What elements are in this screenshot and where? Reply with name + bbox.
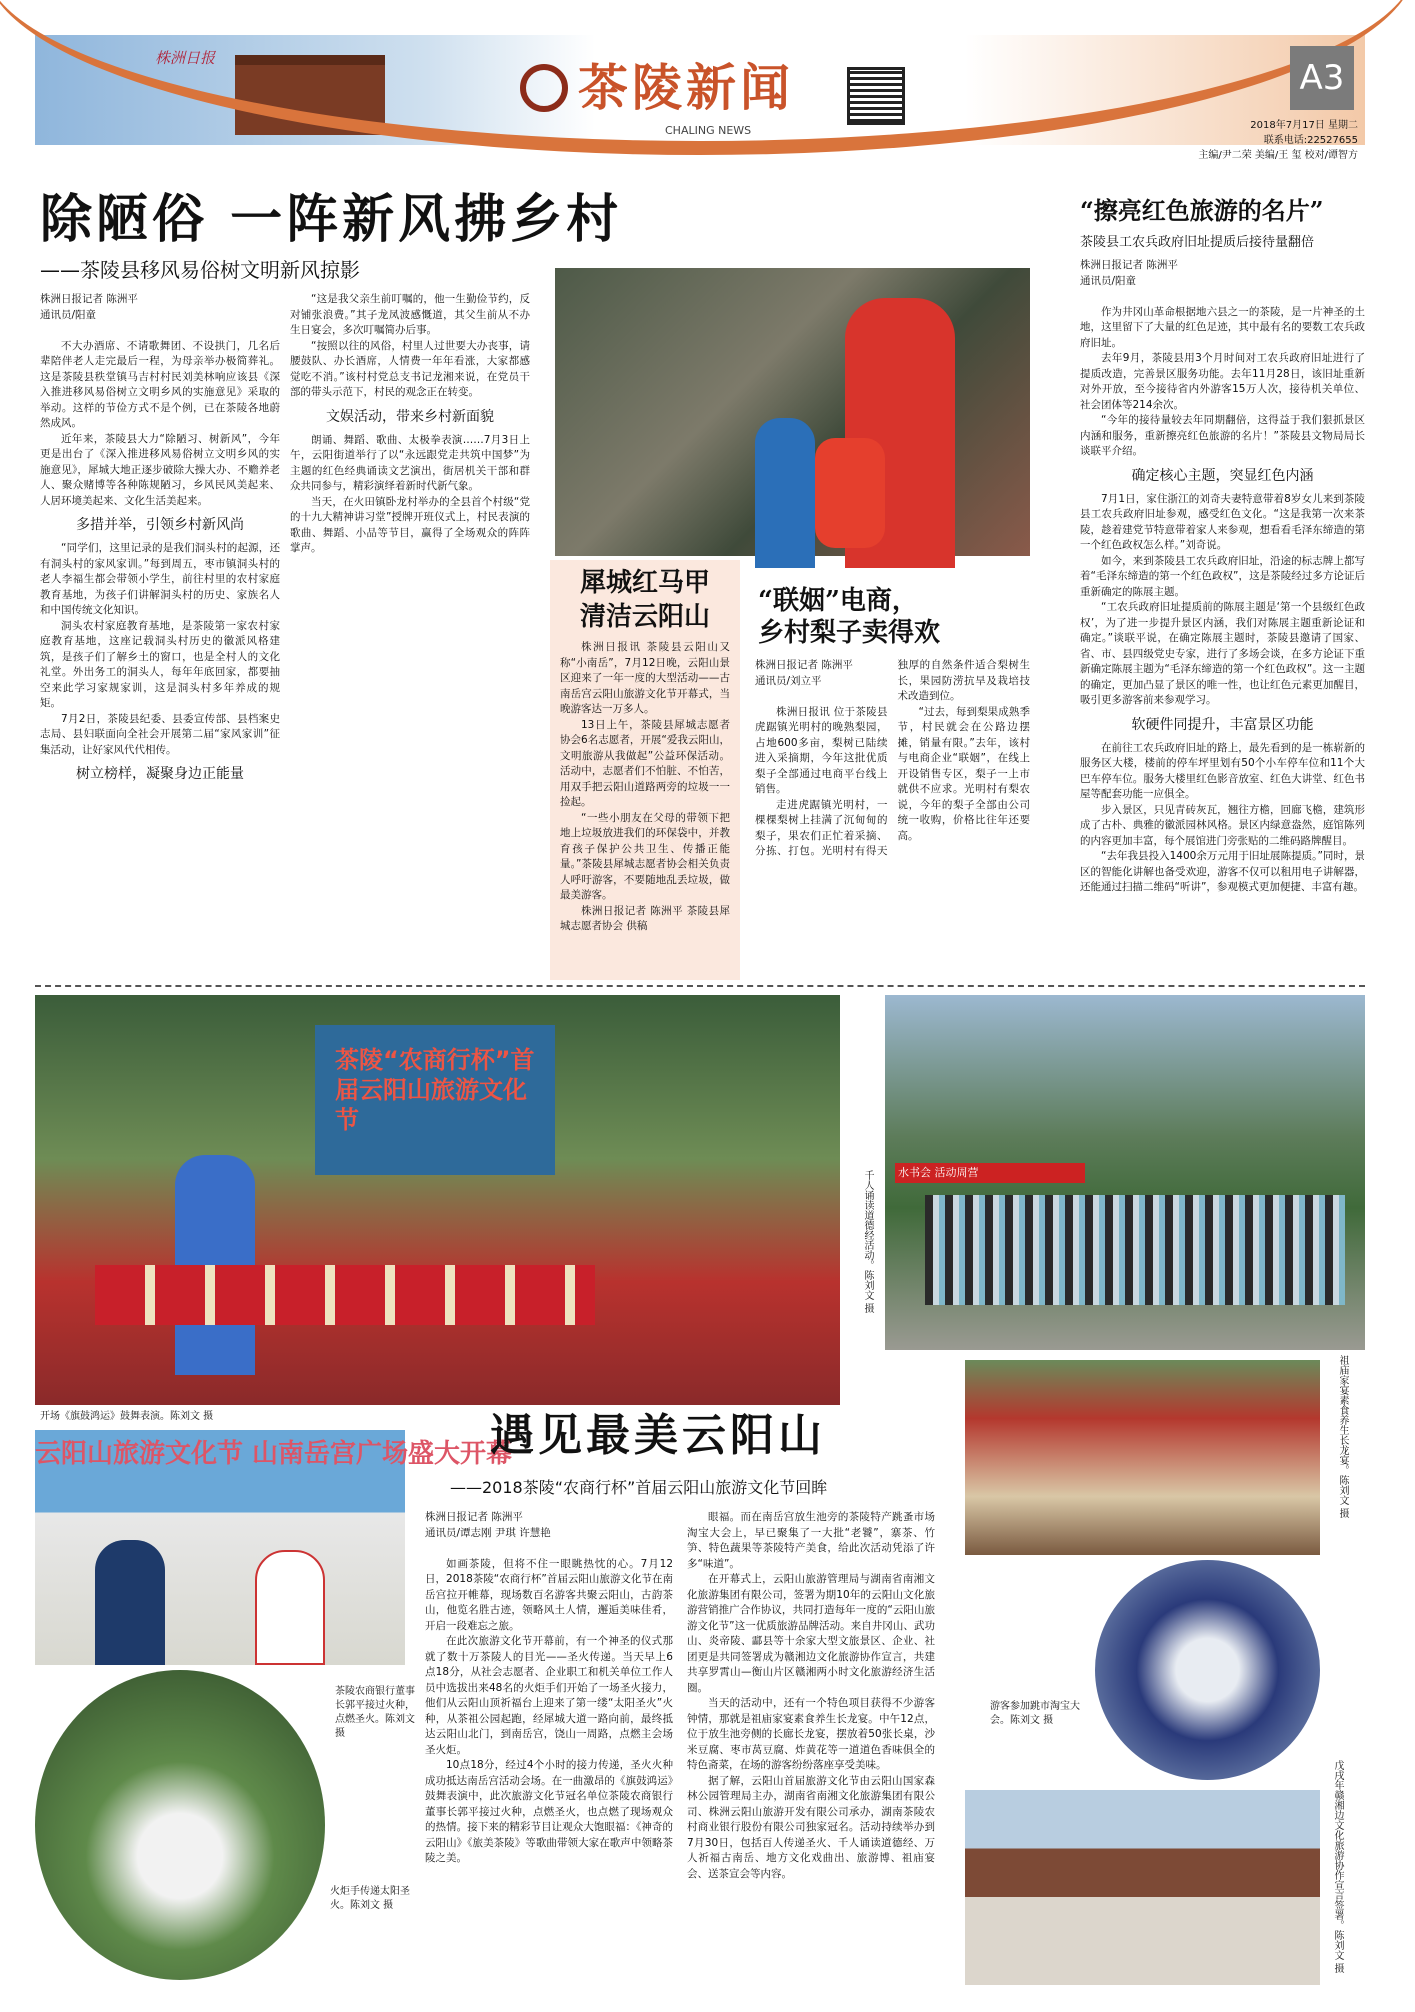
section-heading: 树立榜样，凝聚身边正能量 (76, 766, 244, 782)
person-figure (95, 1540, 165, 1665)
signing-ceremony-photo (965, 1790, 1320, 1985)
paragraph: “这是我父亲生前叮嘱的，他一生勤俭节约，反对铺张浪费。”其子龙凤波感慨道，其父生前从不办生日宴会，多次叮嘱简办后事。 (290, 293, 530, 336)
page-number: A3 (1290, 46, 1354, 110)
torchbearer-figure (255, 1550, 325, 1665)
article2-title (550, 566, 740, 634)
title-line: “联姻”电商， (758, 586, 918, 616)
paragraph: 在开幕式上，云阳山旅游管理局与湖南省南湘文化旅游集团有限公司，签署为期10年的云阳山文化旅游营销推广合作协议，共同打造每年一度的“云阳山旅游文化节”这一优质旅游品牌活动。来自井冈山、武功山、炎帝陵、酃县等十余家大型文旅景区、企业、社团更是共同签署成为赣湘边文化旅游协作宣言，共建共享罗霄山—衡山片区赣湘两小时文化旅游经济生活圈。 (687, 1573, 935, 1694)
paragraph: “同学们，这里记录的是我们洞头村的起源，还有洞头村的家风家训。”每到周五，枣市镇洞头村的老人李福生都会带领小学生，前往村里的农村家庭教育基地，为孩子们讲解洞头村的历史、家族名人和中国传统文化知识。 (40, 542, 280, 616)
chaling-logo-icon (520, 64, 568, 112)
paragraph: 13日上午，茶陵县犀城志愿者协会6名志愿者，开展“爱我云阳山，文明旅游从我做起”公益环保活动。活动中，志愿者们不怕脏、不怕苦，用双手把云阳山道路两旁的垃圾一一捡起。 (560, 718, 730, 808)
paragraph: 不大办酒席、不请歌舞团、不设拱门，几名后辈陪伴老人走完最后一程，为母亲举办极简葬礼。这是茶陵县秩堂镇马吉村村民刘美林响应该县《深入推进移风易俗树立文明乡风的实施意见》采取的举动。这样的节俭方式不是个例，已在茶陵各地蔚然成风。 (40, 339, 280, 429)
drum-performance-photo (35, 995, 840, 1405)
paragraph: 7月2日，茶陵县纪委、县委宣传部、县档案史志局、县妇联面向全社会开展第二届“家风家训”征集活动，让好家风代代相传。 (40, 712, 280, 756)
paragraph: 据了解，云阳山首届旅游文化节由云阳山国家森林公园管理局主办，湖南省南湘文化旅游集团有限公司、株洲云阳山旅游开发有限公司承办，湖南茶陵农村商业银行股份有限公司独家冠名。活动持续举办到7月30日，包括百人传递圣火、千人诵读道德经、万人祈福古南岳、地方文化戏曲出、旅游博、祖庙宴会、送茶宣会等内容。 (687, 1774, 935, 1880)
paragraph: “工农兵政府旧址提质前的陈展主题是‘第一个县级红色政权’，为了进一步提升景区内涵，我们对陈展主题重新论证和确定。”谈联平说，在确定陈展主题时，茶陵县邀请了国家、省、市、县四级党史专家，进行了多场会谈，在多方论证下重新确定陈展主题为“毛泽东缔造的第一个红色政权”。这一主题的确定，更加凸显了景区的唯一性，也让红色元素更加醒目，吸引更多游客前来参观学习。 (1080, 601, 1365, 706)
title-line: 乡村梨子卖得欢 (758, 618, 941, 648)
section-heading: 文娱活动，带来乡村新面貌 (326, 408, 494, 425)
paragraph: 走进虎踞镇光明村，一棵棵梨树上挂满了沉甸甸的梨子，果农们正忙着采摘、分拣、打包。光明村有得天独厚的自然条件适合梨树生长，果园防涝抗旱及栽培技术改造到位。 (755, 659, 1030, 857)
stage-banner: 茶陵“农商行杯”首届云阳山旅游文化节 (315, 1025, 555, 1175)
torch-relay-photo (35, 1670, 325, 1980)
paragraph: “一些小朋友在父母的带领下把地上垃圾放进我们的环保袋中，并教育孩子保护公共卫生、传播正能量。”茶陵县犀城志愿者协会相关负责人呼吁游客，不要随地乱丢垃圾，做最美游客。 (560, 811, 730, 901)
paragraph: 株洲日报讯 位于茶陵县虎踞镇光明村的晚熟梨园，占地600多亩，梨树已陆续进入采摘期，今年这批优质梨子全部通过电商平台线上销售。 (755, 705, 888, 795)
article5-body (425, 1510, 935, 1990)
photo-caption: 祖庙家宴素食养生长龙宴。陈刘文 摄 (1337, 1355, 1348, 1519)
photo-caption: 戊戌年赣湘边文化旅游协作宣言签署。陈刘文 摄 (1332, 1760, 1343, 1974)
crowd (925, 1195, 1345, 1305)
paragraph: 如今，来到茶陵县工农兵政府旧址，沿途的标志牌上都写着“毛泽东缔造的第一个红色政权”，这是茶陵经过多方论证后重新确定的陈展主题。 (1080, 554, 1365, 598)
section-heading: 软硬件同提升，丰富景区功能 (1131, 716, 1314, 733)
paragraph: 在前往工农兵政府旧址的路上，最先看到的是一栋崭新的服务区大楼，楼前的停车坪里划有50个小车停车位和11个大巴车停车位。服务大楼里红色影音放室、红色大讲堂、红色书屋等配套功能一应俱全。 (1080, 741, 1365, 800)
byline: 株洲日报记者 陈洲平 (425, 1511, 523, 1523)
article4-title: “擦亮红色旅游的名片” (1080, 196, 1324, 225)
paragraph: 7月1日，家住浙江的刘奇夫妻特意带着8岁女儿来到茶陵县工农兵政府旧址参观，感受红色文化。“这是我第一次来茶陵，趁着建党节特意带着家人来参观，想看看毛泽东缔造的第一个红色政权怎么样。”刘奇说。 (1080, 492, 1365, 551)
title-line: 清洁云阳山 (579, 602, 710, 632)
festival-sign: 云阳山旅游文化节 山南岳宫广场盛大开幕 (35, 1439, 513, 1469)
photo-caption: 开场《旗鼓鸿运》鼓舞表演。陈刘文 摄 (40, 1411, 214, 1422)
headline-main: 除陋俗 一阵新风拂乡村 (40, 190, 623, 250)
byline: 株洲日报记者 陈洲平 (40, 293, 138, 305)
qr-code-icon (850, 70, 902, 122)
paragraph: 当天的活动中，还有一个特色项目获得不少游客钟情，那就是祖庙家宴素食养生长龙宴。中午12点，位于放生池旁侧的长廊长龙宴，摆放着50张长桌，沙米豆腐、枣市莴豆腐、炸黄花等一道道色香味俱全的特色斋菜，在场的游客纷纷落座享受美味。 (687, 1697, 935, 1771)
paragraph: “今年的接待量较去年同期翻倍，这得益于我们狠抓景区内涵和服务，重新擦亮红色旅游的名片！”茶陵县文物局局长谈联平介绍。 (1080, 414, 1365, 457)
paragraph: 作为井冈山革命根据地六县之一的茶陵，是一片神圣的土地，这里留下了大量的红色足迹，其中最有名的要数工农兵政府旧址。 (1080, 305, 1365, 349)
trash-bag (815, 438, 885, 548)
masthead-title: 茶陵新闻 (578, 59, 794, 117)
paragraph: 如画茶陵，但将不住一眼眺热忱的心。7月12日，2018茶陵“农商行杯”首届云阳山旅游文化节在南岳宫拉开帷幕，现场数百名游客共聚云阳山，古韵茶山，他览名胜古迹，领略风土人情，邂逅美味佳肴，开启一段难忘之旅。 (425, 1557, 673, 1632)
article4-body (1080, 258, 1365, 978)
section-heading: 确定核心主题，突显红色内涵 (1131, 467, 1314, 484)
child-figure (755, 418, 815, 568)
byline: 通讯员/阳童 (1080, 274, 1137, 287)
article3-body (755, 658, 1030, 978)
drums (95, 1265, 595, 1325)
photo-caption: 茶陵农商银行董事长郭平接过火种，点燃圣火。陈刘文 摄 (335, 1686, 415, 1739)
article1-column-1 (40, 292, 280, 977)
market-photo (1095, 1560, 1320, 1780)
paragraph: 在此次旅游文化节开幕前，有一个神圣的仪式那就了数十万茶陵人的目光——圣火传递。当天早上6点18分，从社会志愿者、企业职工和机关单位工作人员中选拔出来48名的火炬手们开始了一场圣火接力，他们从云阳山顶祈福台上迎来了第一缕“太阳圣火”火种，从茶祖公园起跑，经犀城大道一路向前，最终抵达云阳山北门，到南岳宫，饶山一周路，点燃主会场圣火炬。 (425, 1635, 673, 1756)
paragraph: 株洲日报讯 茶陵县云阳山又称“小南岳”，7月12日晚，云阳山景区迎来了一年一度的大型活动——古南岳宫云阳山旅游文化节开幕式，当晚游客达一万多人。 (560, 641, 730, 715)
article1-column-2 (290, 292, 530, 977)
contact-phone: 联系电话:22527655 (1263, 135, 1358, 146)
long-dragon-feast-photo (965, 1360, 1320, 1555)
masthead-subtitle: CHALING NEWS (665, 124, 752, 137)
byline: 通讯员/阳童 (40, 308, 97, 321)
byline: 通讯员/谭志刚 尹琪 许慧艳 (425, 1526, 551, 1539)
paragraph: 10点18分，经过4个小时的接力传递，圣火火种成功抵达南岳宫活动会场。在一曲激昂的《旗鼓鸿运》鼓舞表演中，此次旅游文化节冠名单位茶陵农商银行董事长郭平接过火种，点燃圣火，也点燃了现场观众的热情。接下来的精彩节目让观众大饱眼福：《神奇的云阳山》《旅美茶陵》等歌曲带领大家在歌声中领略茶陵之美。 (425, 1759, 673, 1864)
reading-event-photo (885, 995, 1365, 1350)
paragraph: 眼福。而在南岳宫放生池旁的茶陵特产跳蚤市场淘宝大会上，早已聚集了一大批“老饕”，寨茶、竹笋、特色蔬果等茶陵特产美食，给此次活动凭添了许多“味道”。 (687, 1511, 935, 1570)
byline: 株洲日报记者 陈洲平 (755, 659, 853, 671)
paragraph: 朗诵、舞蹈、歌曲、太极拳表演……7月3日上午，云阳街道举行了以“永远跟党走共筑中国梦”为主题的红色经典诵读文艺演出，街居机关干部和群众共同参与，精彩演绎着新时代新气象。 (290, 433, 530, 492)
paragraph: 当天，在火田镇卧龙村举办的全县首个村级“党的十九大精神讲习堂”授牌开班仪式上，村民表演的歌曲、舞蹈、小品等节目，赢得了全场观众的阵阵掌声。 (290, 495, 530, 554)
article2-box (550, 560, 740, 980)
event-banner: 水书会 活动周营 (895, 1163, 1085, 1183)
photo-caption: 火炬手传递太阳圣火。陈刘文 摄 (330, 1886, 410, 1911)
paragraph: 去年9月，茶陵县用3个月时间对工农兵政府旧址进行了提质改造，完善景区服务功能。去年11月28日，该旧址重新对外开放，至今接待省内外游客15万人次，接待机关单位、社会团体等214余次。 (1080, 352, 1365, 411)
paper-logo: 株洲日报 (155, 49, 216, 67)
section-divider (35, 985, 1365, 987)
paragraph: 近年来，茶陵县大力“除陋习、树新风”，今年更是出台了《深入推进移风易俗树立文明乡风的实施意见》，犀城大地正逐步破除大操大办、不赡养老人、聚众赌博等各种陈规陋习，乡风民风美起来、人居环境美起来、文化生活美起来。 (40, 432, 280, 507)
byline: 株洲日报记者 陈洲平 (1080, 259, 1178, 271)
article1-subtitle: ——茶陵县移风易俗树文明新风掠影 (40, 258, 360, 282)
paragraph: “按照以往的风俗，村里人过世要大办丧事，请腰鼓队、办长酒席，人情费一年年看涨，大家都感觉吃不消。”该村村党总支书记龙湘来说，在党员干部的带头示范下，村民的观念正在转变。 (290, 339, 530, 398)
article5-subtitle: ——2018茶陵“农商行杯”首届云阳山旅游文化节回眸 (450, 1478, 828, 1497)
section-heading: 多措并举，引领乡村新风尚 (76, 517, 244, 533)
masthead-meta (1198, 118, 1358, 163)
editor-credits: 主编/尹二荣 美编/王 玺 校对/谭智方 (1198, 150, 1358, 161)
photo-caption: 千人诵读道德经活动。陈刘文 摄 (862, 1170, 873, 1314)
source-credit: 株洲日报记者 陈洲平 茶陵县犀城志愿者协会 供稿 (560, 904, 730, 932)
photo-caption: 游客参加跳市淘宝大会。陈刘文 摄 (990, 1701, 1080, 1726)
title-line: 犀城红马甲 (579, 568, 710, 598)
volunteers-photo (555, 268, 1030, 556)
article5-title: 遇见最美云阳山 (490, 1410, 826, 1461)
paragraph: “过去，每到梨果成熟季节，村民就会在公路边摆摊，销量有限。”去年，该村与电商企业“联姻”，在线上开设销售专区，梨子一上市就供不应求。光明村有梨农说，今年的梨子全部由公司统一收购，价格比往年还要高。 (897, 705, 1030, 842)
article4-subtitle: 茶陵县工农兵政府旧址提质后接待量翻倍 (1080, 235, 1315, 250)
paragraph: 洞头农村家庭教育基地，是茶陵第一家农村家庭教育基地，这座记载洞头村历史的徽派风格建筑，是孩子们了解乡土的窗口，也是全村人的文化礼堂。外出务工的洞头人，每年年底回家，都要抽空来此学习家规家训，这是洞头村多年养成的规矩。 (40, 619, 280, 709)
article3-title (758, 585, 940, 649)
paragraph: 步入景区，只见青砖灰瓦，翘往方檐，回廊飞檐，建筑形成了古朴、典雅的徽派园林风格。景区内绿意盎然，庭馆陈列的内容更加丰富，每个展馆进门旁张贴的二维码路牌醒目。 (1080, 803, 1365, 847)
byline: 通讯员/刘立平 (755, 674, 822, 687)
paragraph: “去年我县投入1400余万元用于旧址展陈提质。”同时，景区的智能化讲解也备受欢迎，游客不仅可以租用电子讲解器，还能通过扫描二维码“听讲”，参观模式更加便捷、丰富有趣。 (1080, 850, 1365, 893)
issue-date: 2018年7月17日 星期二 (1250, 120, 1358, 131)
